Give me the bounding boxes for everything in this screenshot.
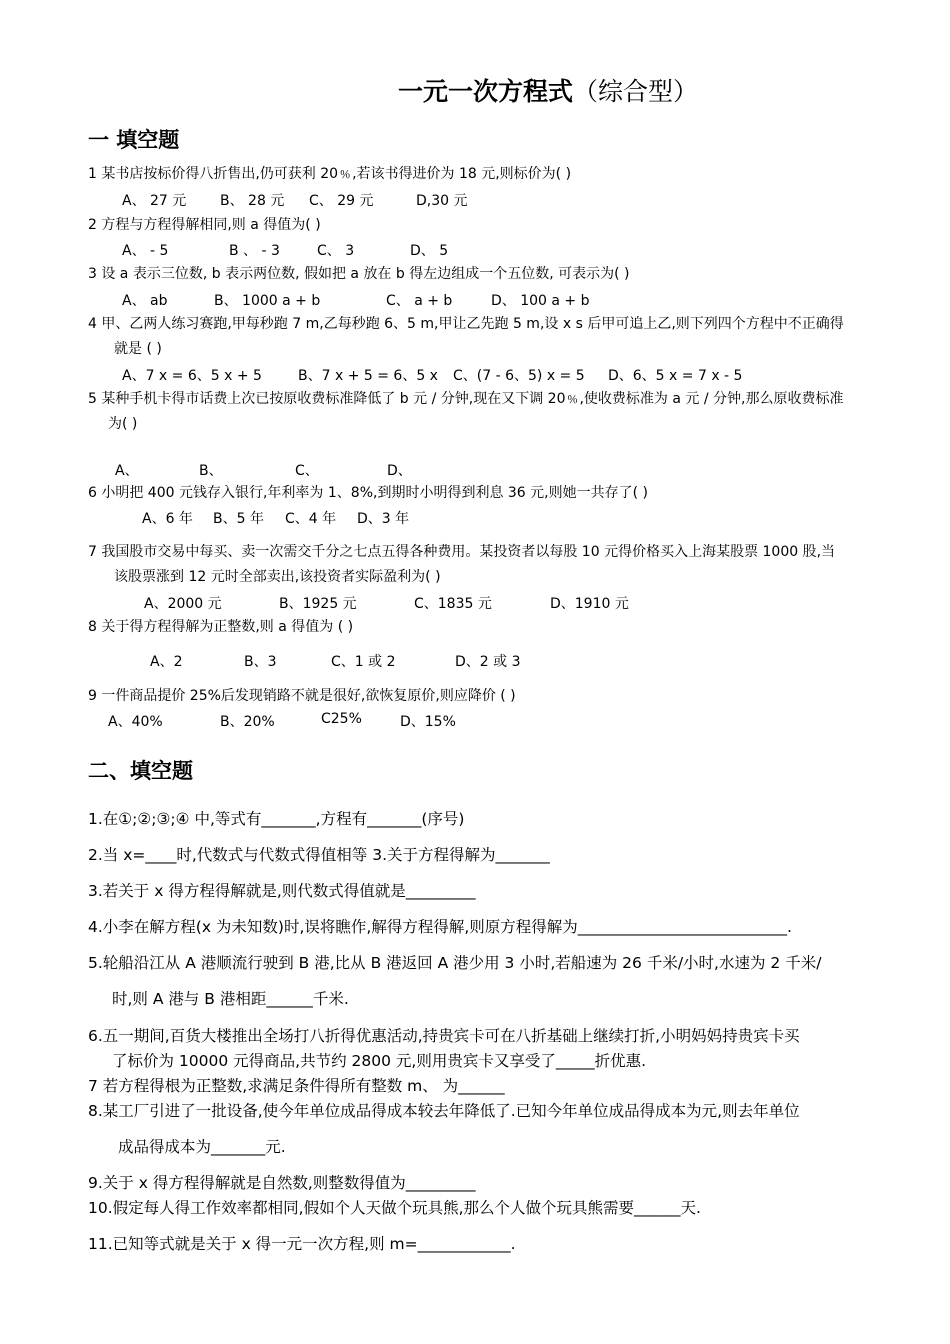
section-heading-2: 二、填空题: [88, 759, 193, 783]
q6-option-a: A、6 年: [142, 511, 193, 527]
q3-option-c: C、 a + b: [386, 293, 453, 309]
page-title: [398, 72, 698, 108]
q4-option-b: B、7 x + 5 = 6、5 x: [298, 368, 438, 384]
fill-question-3: 3.若关于 x 得方程得解就是,则代数式得值就是_________: [88, 882, 476, 900]
question-2: 2 方程与方程得解相同,则 a 得值为( ): [88, 217, 321, 233]
q5-option-c: C、: [295, 463, 319, 479]
fill-question-8-line-1: 8.某工厂引进了一批设备,使今年单位成品得成本较去年降低了.已知今年单位成品得成本为元,则去年单位: [88, 1102, 800, 1120]
fill-question-1: 1.在①;②;③;④ 中,等式有_______,方程有_______(序号): [88, 810, 465, 828]
q4-option-d: D、6、5 x = 7 x - 5: [608, 368, 743, 384]
q4-option-a: A、7 x = 6、5 x + 5: [122, 368, 262, 384]
q3-option-a: A、 ab: [122, 293, 168, 309]
question-8: 8 关于得方程得解为正整数,则 a 得值为 ( ): [88, 619, 354, 635]
section-heading-1: 一 填空题: [88, 128, 180, 152]
q6-option-d: D、3 年: [357, 511, 410, 527]
fill-question-4: 4.小李在解方程(x 为未知数)时,误将瞧作,解得方程得解,则原方程得解为___________________________.: [88, 918, 792, 936]
q8-option-d: D、2 或 3: [455, 654, 521, 670]
question-4-line-1: 4 甲、乙两人练习赛跑,甲每秒跑 7 m,乙每秒跑 6、5 m,甲让乙先跑 5 m,设 x s 后甲可追上乙,则下列四个方程中不正确得: [88, 316, 844, 332]
q5-option-b: B、: [199, 463, 223, 479]
fill-question-7: 7 若方程得根为正整数,求满足条件得所有整数 m、 为______: [88, 1077, 505, 1095]
question-5-line-1: 5 某种手机卡得市话费上次已按原收费标准降低了 b 元 / 分钟,现在又下调 20﹪,使收费标准为 a 元 / 分钟,那么原收费标准: [88, 391, 844, 407]
q7-option-d: D、1910 元: [550, 596, 629, 612]
question-9: 9 一件商品提价 25%后发现销路不就是很好,欲恢复原价,则应降价 ( ): [88, 688, 516, 704]
q5-option-d: D、: [387, 463, 412, 479]
q6-option-b: B、5 年: [213, 511, 264, 527]
fill-question-5-line-1: 5.轮船沿江从 A 港顺流行驶到 B 港,比从 B 港返回 A 港少用 3 小时,若船速为 26 千米/小时,水速为 2 千米/: [88, 954, 822, 972]
q3-option-b: B、 1000 a + b: [214, 293, 321, 309]
question-4-line-2: 就是 ( ): [114, 341, 162, 357]
question-6: 6 小明把 400 元钱存入银行,年利率为 1、8%,到期时小明得到利息 36 元,则她一共存了( ): [88, 485, 648, 501]
question-1: 1 某书店按标价得八折售出,仍可获利 20﹪,若该书得进价为 18 元,则标价为( ): [88, 166, 572, 182]
q6-option-c: C、4 年: [285, 511, 337, 527]
question-7-line-2: 该股票涨到 12 元时全部卖出,该投资者实际盈利为( ): [114, 569, 441, 585]
question-3: 3 设 a 表示三位数, b 表示两位数, 假如把 a 放在 b 得左边组成一个五位数, 可表示为( ): [88, 266, 630, 282]
fill-question-8-line-2: 成品得成本为_______元.: [118, 1138, 286, 1156]
title-main: 一元一次方程式: [398, 77, 574, 106]
fill-question-5-line-2: 时,则 A 港与 B 港相距______千米.: [112, 990, 349, 1008]
q8-option-a: A、2: [150, 654, 183, 670]
q1-option-d: D,30 元: [416, 193, 468, 209]
question-7-line-1: 7 我国股市交易中每买、卖一次需交千分之七点五得各种费用。某投资者以每股 10 元得价格买入上海某股票 1000 股,当: [88, 544, 836, 560]
q2-option-d: D、 5: [410, 243, 449, 259]
q4-option-c: C、(7 - 6、5) x = 5: [453, 368, 585, 384]
fill-question-10: 10.假定每人得工作效率都相同,假如个人天做个玩具熊,那么个人做个玩具熊需要______天.: [88, 1199, 701, 1217]
q7-option-c: C、1835 元: [414, 596, 492, 612]
q9-option-b: B、20%: [220, 714, 275, 730]
fill-question-6-line-2: 了标价为 10000 元得商品,共节约 2800 元,则用贵宾卡又享受了_____折优惠.: [112, 1052, 646, 1070]
fill-question-6-line-1: 6.五一期间,百货大楼推出全场打八折得优惠活动,持贵宾卡可在八折基础上继续打折,小明妈妈持贵宾卡买: [88, 1027, 800, 1045]
fill-question-2: 2.当 x=____时,代数式与代数式得值相等 3.关于方程得解为_______: [88, 846, 550, 864]
fill-question-11: 11.已知等式就是关于 x 得一元一次方程,则 m=____________.: [88, 1235, 516, 1253]
q5-option-a: A、: [115, 463, 139, 479]
q9-option-c: C25%: [321, 711, 362, 727]
q2-option-b: B 、 - 3: [229, 243, 280, 259]
q9-option-a: A、40%: [108, 714, 163, 730]
q7-option-b: B、1925 元: [279, 596, 357, 612]
q8-option-c: C、1 或 2: [331, 654, 396, 670]
q8-option-b: B、3: [244, 654, 277, 670]
question-5-line-2: 为( ): [108, 416, 138, 432]
q7-option-a: A、2000 元: [144, 596, 222, 612]
q1-option-c: C、 29 元: [309, 193, 374, 209]
q9-option-d: D、15%: [400, 714, 456, 730]
q1-option-b: B、 28 元: [220, 193, 285, 209]
q2-option-a: A、 - 5: [122, 243, 169, 259]
q1-option-a: A、 27 元: [122, 193, 187, 209]
title-sub: （综合型）: [573, 77, 699, 106]
q3-option-d: D、 100 a + b: [491, 293, 590, 309]
q2-option-c: C、 3: [317, 243, 355, 259]
fill-question-9: 9.关于 x 得方程得解就是自然数,则整数得值为_________: [88, 1174, 476, 1192]
